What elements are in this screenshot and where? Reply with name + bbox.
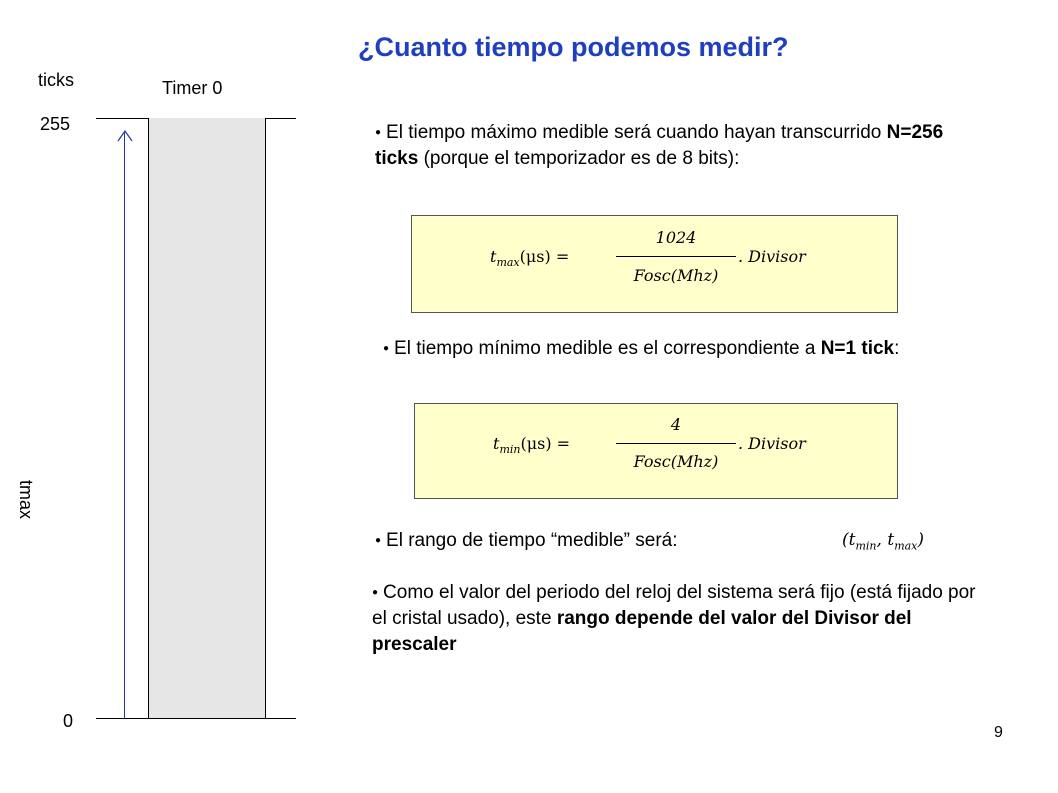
bullet-max-time: ● El tiempo máximo medible será cuando hayan transcurrido N=256 ticks (porque el temporizador es de 8 bits): xyxy=(375,122,944,169)
y-axis-label: ticks xyxy=(38,70,74,90)
range-expression: ($t_{min}$, $t_{max}$) xyxy=(842,530,925,553)
bottom-tick-label: 0 xyxy=(63,711,74,731)
timer-bar xyxy=(148,118,266,718)
slide-title: ¿Cuanto tiempo podemos medir? xyxy=(358,32,789,62)
bullet-range: ● El rango de tiempo “medible” será: xyxy=(375,530,678,551)
arrow-up-icon xyxy=(117,128,133,142)
bottom-tick-line xyxy=(96,718,296,719)
timer-label: Timer 0 xyxy=(162,78,223,98)
bullet-divisor-note: ● Como el valor del periodo del reloj del sistema será fijo (está fijado por el cristal usado), este rango depende del valor del Divisor del prescaler xyxy=(372,582,976,655)
top-tick-label: 255 xyxy=(40,114,71,134)
page-number: 9 xyxy=(994,724,1003,741)
bullet-min-time: ● El tiempo mínimo medible es el correspondiente a N=1 tick: xyxy=(383,338,900,359)
tmax-label: tmax xyxy=(16,480,36,520)
formula-tmax: $t_{max}(\mu s)$ = 1024 Fosc(Mhz) . Divisor xyxy=(411,215,898,313)
formula-tmin: $t_{min}(\mu s)$ = 4 Fosc(Mhz) . Divisor xyxy=(414,403,898,499)
tmax-arrow-line xyxy=(124,132,125,718)
